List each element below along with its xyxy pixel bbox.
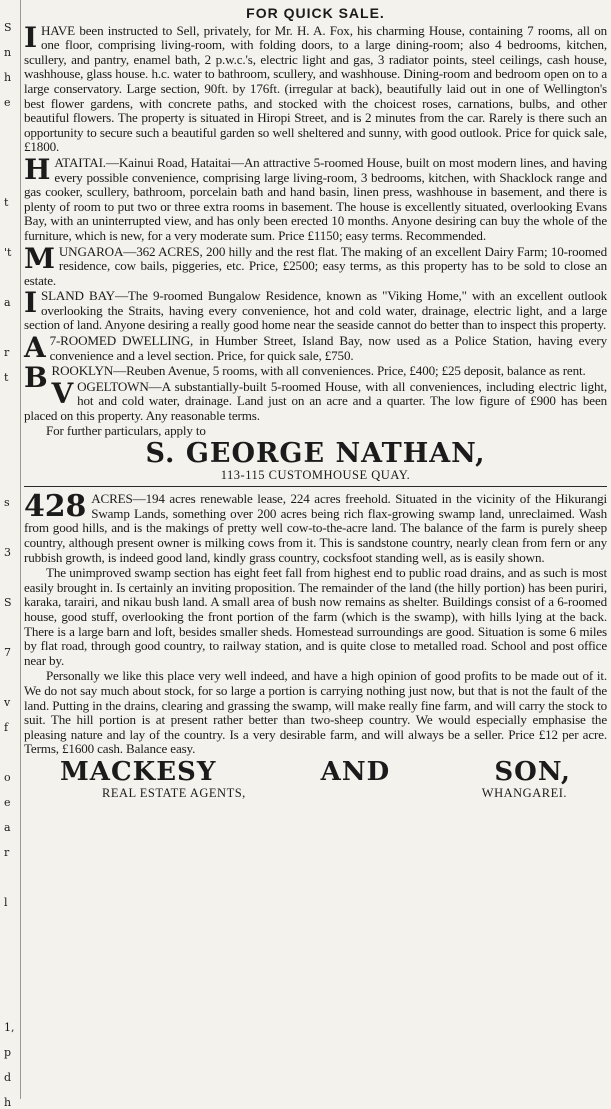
margin-fragment: s	[4, 496, 10, 509]
margin-fragment: l	[4, 896, 8, 909]
newspaper-column	[24, 6, 607, 801]
margin-fragment: o	[4, 771, 11, 784]
drop-cap: B	[24, 361, 48, 395]
drop-number: 428	[24, 489, 87, 525]
margin-fragment: 3	[4, 546, 11, 559]
listing-brooklyn	[24, 361, 607, 395]
farm-paragraph: ACRES—194 acres renewable lease, 224 acres freehold. Situated in the vicinity of the Hikurangi Swamp Lands, something over 200 acres being rich flax-growing swamp land, unreclaimed. Wash from good hills, and is the makings of pretty well cow-to-the-acre land. The balance of the farm is purely sheep country, although present owner is milking cows from it. This is sandstone country, nearly clean from fern or any rubbish growth, is indeed good land, kindly grass country, cocksfoot standing well, as is easily shown.	[24, 491, 607, 565]
margin-fragment: t	[4, 196, 9, 209]
listing-island-bay	[24, 286, 607, 333]
margin-fragment: r	[4, 846, 10, 859]
firm-word: AND	[320, 756, 391, 787]
listing-hataitai	[24, 152, 607, 244]
listing-fox-house	[24, 20, 607, 155]
agent-name: S. GEORGE NATHAN,	[145, 438, 486, 470]
firm-town: WHANGAREI.	[481, 785, 567, 800]
left-margin-strip	[0, 0, 21, 1109]
agent-address: 113-115 CUSTOMHOUSE QUAY.	[220, 468, 411, 483]
margin-fragment: S	[4, 21, 12, 34]
drop-cap: I	[24, 286, 37, 320]
drop-cap: M	[24, 241, 55, 275]
listing-text: 7-ROOMED DWELLING, in Humber Street, Island Bay, now used as a Police Station, having every convenience and a level section. Price, for quick sale, £750.	[49, 333, 607, 363]
listing-mungaroa	[24, 241, 607, 289]
margin-fragment: v	[4, 696, 11, 709]
firm-name	[24, 758, 607, 786]
margin-fragment: a	[4, 296, 11, 309]
margin-fragment: r	[4, 346, 10, 359]
margin-fragment: p	[4, 1046, 12, 1059]
margin-fragment: h	[4, 1096, 12, 1109]
farm-paragraph: The unimproved swamp section has eight feet fall from highest end to public road drains, and as such is most easily brought in. Is certainly an inviting proposition. The remainder of the land (the hilly portion) has been puriri, karaka, tarairi, and nikau bush land. A small area of bush now remains as shelter. Buildings consist of a 6-roomed house, good stuff, overlooking the front portion of the farm (which is the swamp), with hills lying at the back. There is a large barn and loft, besides smaller sheds. Homestead surroundings are good. Situation is some 6 miles by flat road, through good country, to railway station, and is quite close to metalled road. School and post office near by.	[24, 565, 607, 668]
closing-line: For further particulars, apply to	[46, 422, 206, 438]
firm-word: SON,	[494, 756, 571, 787]
drop-cap: A	[24, 331, 46, 365]
listing-text: ATAITAI.—Kainui Road, Hataitai—An attractive 5-roomed House, built on most modern lines, and having every possible convenience, comprising large living-room, 3 bedrooms, kitchen, with Shacklock range and gas cooker, scullery, bathroom, porcelain bath and hand basin, linen press, washhouse in basement, and there is plenty of room to put two or three extra rooms in basement. The house is excellently situated, overlooking Evans Bay, with an uninterrupted view, and has only been erected 10 months. Anyone desiring can buy the whole of the furniture, which is new, for a very moderate sum. Price £1150; easy terms. Recommended.	[24, 154, 607, 243]
listing-text: OGELTOWN—A substantially-built 5-roomed House, with all conveniences, including electric light, hot and cold water, drainage. Land just on an acre and a quarter. The low figure of £900 has been placed on this property. Any reasonable terms.	[24, 378, 607, 424]
listing-text: SLAND BAY—The 9-roomed Bungalow Residence, known as "Viking Home," with an excellent outlook overlooking the Straits, having every convenience, hot and cold water, drainage, electric light, and a large section of land. Anyone desiring a really good home near the seaside cannot do better than to inspect this property.	[24, 288, 607, 333]
margin-fragment: d	[4, 1071, 12, 1084]
margin-fragment: 7	[4, 646, 11, 659]
ad-heading: FOR QUICK SALE.	[246, 5, 385, 21]
listing-text: UNGAROA—362 ACRES, 200 hilly and the rest flat. The making of an excellent Dairy Farm; 10-roomed residence, cow bails, piggeries, etc. Price, £2500; easy terms, as this property has to be sold to close an estate.	[24, 243, 607, 288]
listing-vogeltown	[24, 376, 607, 424]
listing-text: ROOKLYN—Reuben Avenue, 5 rooms, with all conveniences. Price, £400; £25 deposit, balance as rent.	[51, 363, 586, 379]
firm-word: MACKESY	[60, 756, 217, 787]
margin-fragment: S	[4, 596, 12, 609]
farm-paragraph: Personally we like this place very well indeed, and have a high opinion of good profits to be made out of it. We do not say much about stock, for so large a portion is carrying nothing just now, but that is not the fault of the land. Putting in the drains, clearing and grassing the swamp, will make really fine farm, and will carry the stock to suit. The hill portion is at present rather better than two-sheep country. We would especially emphasise the pleasing nature and lay of the country. Is a very desirable farm, and will always be a seller. Price £12 per acre. Terms, £1600 cash. Balance easy.	[24, 668, 607, 757]
margin-fragment: e	[4, 796, 11, 809]
drop-cap: H	[24, 152, 51, 186]
margin-fragment: e	[4, 96, 11, 109]
firm-footer	[24, 786, 607, 801]
farm-listing-intro	[24, 489, 607, 565]
firm-role: REAL ESTATE AGENTS,	[102, 785, 246, 800]
drop-cap: V	[51, 376, 74, 410]
margin-fragment: f	[4, 721, 9, 734]
margin-fragment: t	[4, 371, 9, 384]
margin-fragment: a	[4, 821, 11, 834]
margin-fragment: 't	[4, 246, 12, 259]
margin-fragment: n	[4, 46, 12, 59]
drop-cap: I	[24, 20, 37, 54]
ad-divider	[24, 486, 607, 487]
listing-text: HAVE been instructed to Sell, privately, for Mr. H. A. Fox, his charming House, containing 7 rooms, all on one floor, comprising living-room, with folding doors, to a large dining-room; also 4 bedrooms, kitchen, scullery, and pantry, enamel bath, 2 p.w.c.'s, electric light and gas, 3 radiator points, steel ceilings, cash house, washhouse, glass house. h.c. water to bathroom, scullery, and washhouse. Dining-room and bedroom open on to a large conservatory. Large section, 90ft. by 176ft. (irregular at back), beautifully laid out in one of Wellington's best flower gardens, with concrete paths, and stocked with the choicest roses, carnations, bulbs, and other beautiful flowers. The property is situated in Hiropi Street, and is 2 minutes from the car. Rarely is there such an opportunity to secure such a beautiful garden so well sheltered and sunny, with good outlook. Price for quick sale, £1800.	[24, 22, 607, 155]
margin-fragment: h	[4, 71, 12, 84]
margin-fragment: 1,	[4, 1021, 15, 1034]
listing-humber-street	[24, 331, 607, 365]
